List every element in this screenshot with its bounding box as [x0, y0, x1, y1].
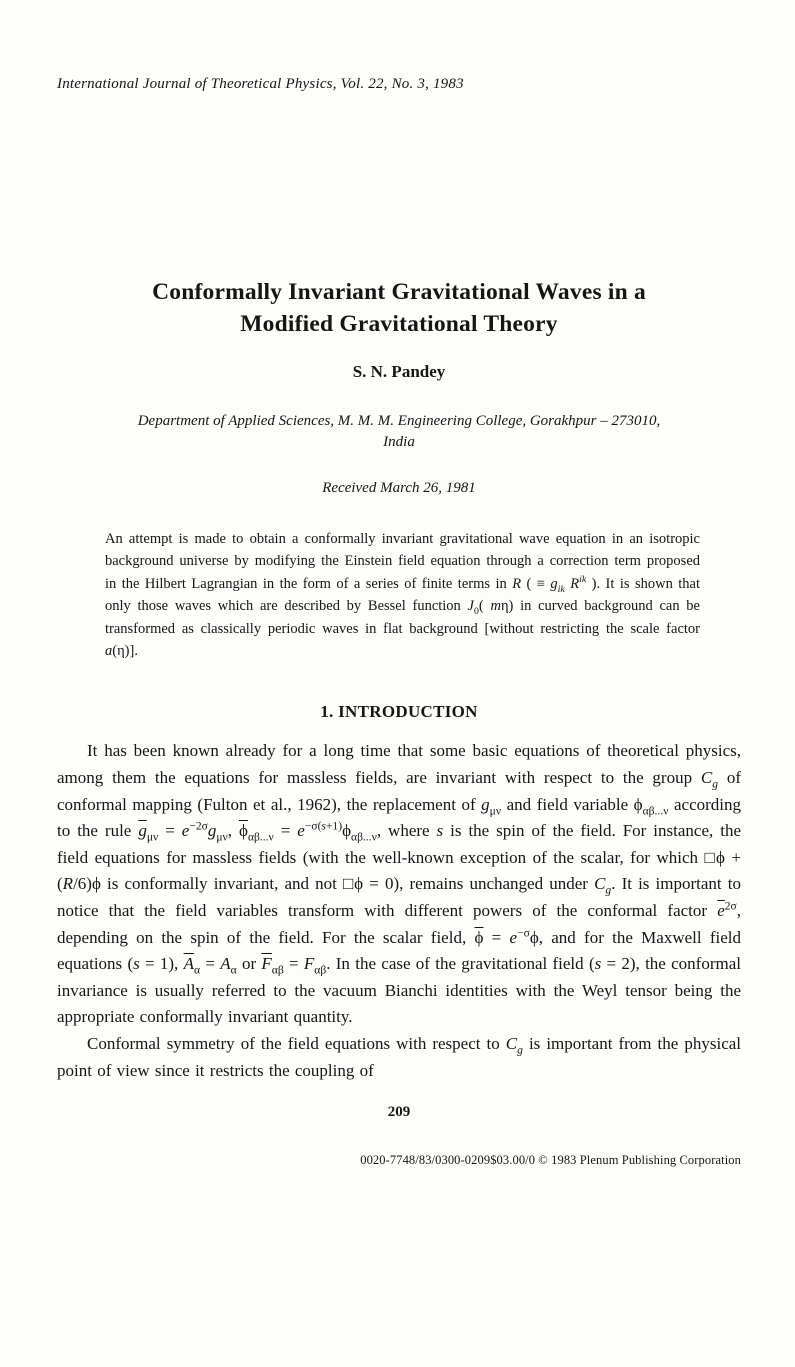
introduction-paragraph-1: It has been known already for a long time that some basic equations of theoretical physics, among them the equations for massless fields, are invariant with respect to the group $C_g$ of conformal mapping (Fulton et al., 1962), the replacement of $g_{\mu\nu}$ and field variable $\phi_{\alpha\beta...\nu}$ according to the rule $\overline{g}_{\mu\nu} = e^{-2\sigma}g_{\mu\nu}$, $\overline{\phi}_{\alpha\beta...\nu} = e^{-\sigma(s+1)}\phi_{\alpha\beta...\nu}$, where s is the spin of the field. For instance, the field equations for massless fields (with the well-known exception of the scalar, for which □ϕ + (R/6)ϕ is conformally invariant, and not □ϕ = 0), remains unchanged under $C_g$. It is important to notice that the field variables transform with different powers of the conformal factor $\overline{e}^{2\sigma}$, depending on the spin of the field. For the scalar field, $\overline{\phi} = e^{-\sigma}\phi$, and for the Maxwell field equations (s = 1), $\overline{A}_\alpha = A_\alpha$ or $\overline{F}_{\alpha\beta} = F_{\alpha\beta}$. In the case of the gravitational field (s = 2), the conformal invariance is usually referred to the vacuum Bianchi identities with the Weyl tensor being the appropriate conformally invariant quantity.: [57, 741, 742, 1027]
journal-header: International Journal of Theoretical Physics, Vol. 22, No. 3, 1983: [57, 76, 464, 92]
affiliation-line-2: India: [383, 434, 415, 450]
received-date: Received March 26, 1981: [322, 480, 476, 496]
affiliation-line-1: Department of Applied Sciences, M. M. M. Engineering College, Gorakhpur – 273010,: [137, 413, 661, 429]
paper-title-line-2: Modified Gravitational Theory: [240, 310, 558, 337]
page-number: 209: [387, 1104, 411, 1121]
paper-title: [57, 277, 741, 340]
section-heading-introduction: 1. INTRODUCTION: [320, 702, 478, 722]
paper-title-line-1: Conformally Invariant Gravitational Waves in a: [152, 279, 646, 305]
affiliation: [57, 411, 741, 453]
abstract-text: An attempt is made to obtain a conformally invariant gravitational wave equation in an isotropic background universe by modifying the Einstein field equation through a correction term proposed in the Hilbert Lagrangian in the form of a series of finite terms in R ( ≡ $g_{ik}$ $R^{ik}$ ). It is shown that only those waves which are described by Bessel function $J_0$( mη) in curved background can be transformed as classically periodic waves in flat background [without restricting the scale factor a(η)].: [105, 531, 701, 660]
author-name: S. N. Pandey: [352, 362, 446, 381]
introduction-paragraph-2: Conformal symmetry of the field equations with respect to $C_g$ is important from the physical point of view since it restricts the coupling of: [57, 1033, 742, 1080]
paper-page: [0, 76, 795, 1367]
copyright-line: 0020-7748/83/0300-0209$03.00/0 © 1983 Plenum Publishing Corporation: [360, 1153, 741, 1168]
